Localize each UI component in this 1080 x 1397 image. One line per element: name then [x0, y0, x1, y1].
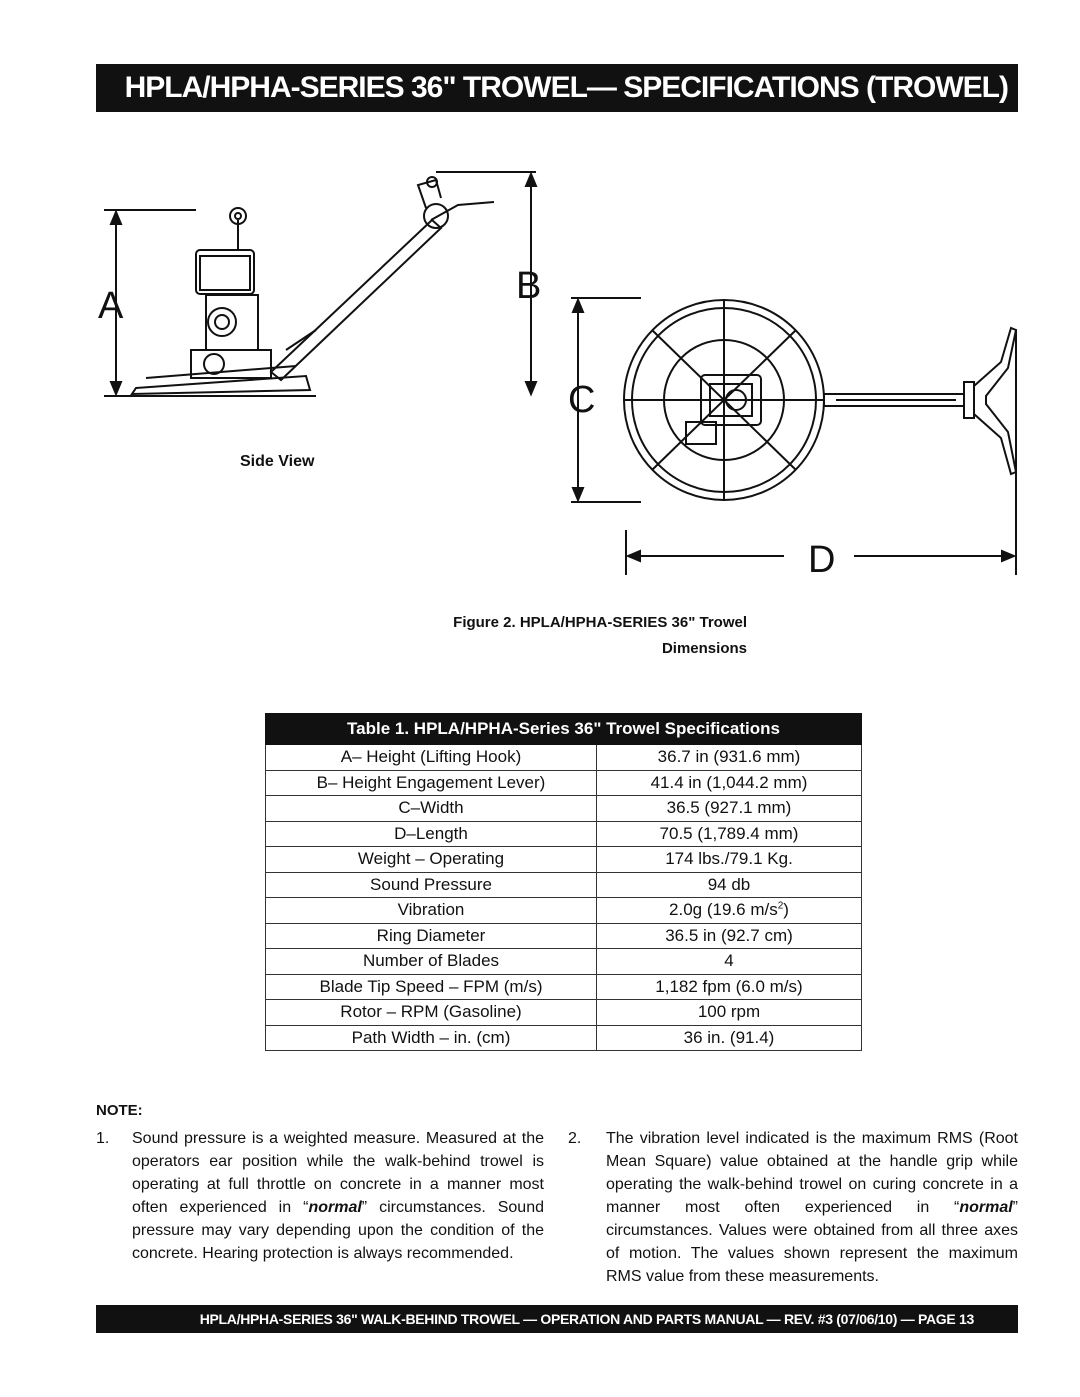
spec-label: C–Width: [266, 796, 597, 822]
trowel-dimensions-figure: [96, 150, 1026, 590]
note-number: 2.: [568, 1130, 582, 1147]
specifications-table: [265, 713, 862, 1051]
spec-label: D–Length: [266, 821, 597, 847]
side-view-label: Side View: [240, 453, 315, 470]
note-item-1: [96, 1127, 544, 1265]
page-footer: HPLA/HPHA-SERIES 36" WALK-BEHIND TROWEL — OPERATION AND PARTS MANUAL — REV. #3 (07/06/10) — PAGE 13: [96, 1305, 1018, 1333]
table-row: [266, 949, 862, 975]
spec-value-tail: ): [783, 900, 789, 920]
figure-caption-line1: Figure 2. HPLA/HPHA-SERIES 36" Trowel: [453, 614, 747, 631]
note-text: [606, 1127, 1018, 1288]
spec-value: 36.7 in (931.6 mm): [597, 745, 862, 771]
spec-value: 70.5 (1,789.4 mm): [597, 821, 862, 847]
table-row: [266, 796, 862, 822]
spec-label: Ring Diameter: [266, 923, 597, 949]
table-row: [266, 821, 862, 847]
spec-label: Blade Tip Speed – FPM (m/s): [266, 974, 597, 1000]
spec-value: 36 in. (91.4): [597, 1025, 862, 1051]
spec-value: 1,182 fpm (6.0 m/s): [597, 974, 862, 1000]
spec-value: 36.5 (927.1 mm): [597, 796, 862, 822]
note-number: 1.: [96, 1130, 110, 1147]
dimension-label-d: D: [808, 539, 836, 581]
spec-value-superscript: 2: [777, 900, 784, 912]
note-emphasis: normal: [959, 1199, 1013, 1216]
top-view-drawing: [624, 300, 1016, 500]
spec-label: A– Height (Lifting Hook): [266, 745, 597, 771]
figure-caption-line2: Dimensions: [661, 640, 747, 657]
spec-label: Weight – Operating: [266, 847, 597, 873]
table-row: [266, 898, 862, 924]
spec-value: 174 lbs./79.1 Kg.: [597, 847, 862, 873]
note-text-part: Sound pressure is a weighted measure. Measured at the operators ear position while the walk-behind trowel is operating at full throttle on concrete in a manner most often experienced in “: [132, 1130, 544, 1216]
spec-value: 94 db: [597, 872, 862, 898]
table-row: [266, 1000, 862, 1026]
table-title: Table 1. HPLA/HPHA-Series 36" Trowel Specifications: [266, 714, 862, 745]
spec-label: Rotor – RPM (Gasoline): [266, 1000, 597, 1026]
spec-value: 100 rpm: [597, 1000, 862, 1026]
note-text-part: ” circumstances. Values were obtained from all three axes of motion. The values shown represent the maximum RMS value from these measurements.: [606, 1199, 1018, 1285]
note-item-2: [568, 1127, 1018, 1288]
spec-value-main: 2.0g (19.6 m/s: [669, 900, 778, 920]
table-row: [266, 1025, 862, 1051]
table-row: [266, 974, 862, 1000]
table-row: [266, 770, 862, 796]
spec-label: Path Width – in. (cm): [266, 1025, 597, 1051]
spec-label: Vibration: [266, 898, 597, 924]
page-title: HPLA/HPHA-SERIES 36" TROWEL— SPECIFICATIONS (TROWEL): [96, 64, 1018, 112]
spec-value: 41.4 in (1,044.2 mm): [597, 770, 862, 796]
spec-label: Sound Pressure: [266, 872, 597, 898]
note-heading: NOTE:: [96, 1102, 143, 1119]
spec-value: 4: [597, 949, 862, 975]
note-text-part: ” circumstances. Sound pressure may vary depending upon the condition of the concrete. Hearing protection is always recommended.: [132, 1199, 544, 1262]
dimension-label-c: C: [568, 379, 596, 421]
note-text: [132, 1127, 544, 1265]
dimension-label-b: B: [516, 265, 542, 307]
table-row: [266, 847, 862, 873]
note-emphasis: normal: [308, 1199, 362, 1216]
dimension-label-a: A: [98, 285, 124, 327]
figure-caption: [400, 610, 747, 662]
table-row: [266, 923, 862, 949]
spec-label: Number of Blades: [266, 949, 597, 975]
spec-label: B– Height Engagement Lever): [266, 770, 597, 796]
table-row: [266, 745, 862, 771]
spec-value: 36.5 in (92.7 cm): [597, 923, 862, 949]
note-text-part: The vibration level indicated is the maximum RMS (Root Mean Square) value obtained at the handle grip while operating the walk-behind trowel on curing concrete in a manner most often experienced in “: [606, 1130, 1018, 1216]
table-row: [266, 872, 862, 898]
spec-value: [597, 898, 862, 924]
